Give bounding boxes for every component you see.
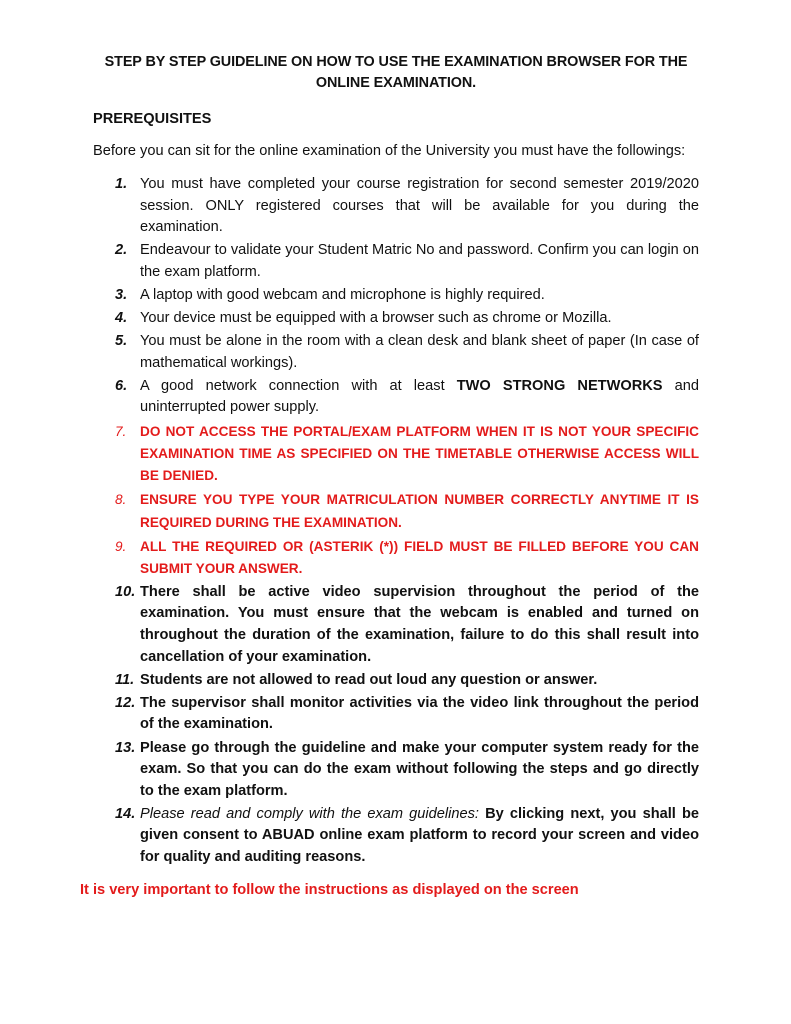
list-item	[93, 804, 699, 869]
item-text-emphasis: TWO STRONG NETWORKS	[456, 377, 663, 394]
item-number: 6.	[115, 377, 128, 394]
item-text-italic: Please read and comply with the exam guidelines:	[140, 805, 479, 822]
item-number: 3.	[115, 286, 128, 303]
item-text: The supervisor shall monitor activities via the video link throughout the period of the examination.	[140, 694, 699, 733]
list-item	[93, 240, 699, 283]
list-item	[93, 670, 699, 692]
item-text: and uninterrupted power supply.	[140, 377, 699, 416]
item-number: 10.	[115, 583, 136, 600]
list-item-warning	[93, 536, 699, 581]
item-number: 9.	[115, 538, 127, 554]
footer-warning-note: It is very important to follow the instructions as displayed on the screen	[80, 881, 579, 898]
item-number: 11.	[115, 671, 135, 688]
list-item-warning	[93, 421, 699, 488]
item-number: 4.	[115, 310, 128, 327]
item-text: Students are not allowed to read out loud any question or answer.	[140, 671, 598, 688]
list-item	[93, 285, 699, 307]
list-item	[93, 376, 699, 419]
list-item	[93, 308, 699, 330]
intro-paragraph: Before you can sit for the online examination of the University you must have the followings:	[93, 143, 686, 159]
item-text: A laptop with good webcam and microphone is highly required.	[140, 286, 545, 303]
item-text: Your device must be equipped with a browser such as chrome or Mozilla.	[140, 310, 612, 327]
list-item	[93, 174, 699, 239]
document-page	[80, 52, 699, 900]
item-text: Endeavour to validate your Student Matric No and password. Confirm you can login on the exam platform.	[140, 242, 699, 280]
document-title: STEP BY STEP GUIDELINE ON HOW TO USE THE EXAMINATION BROWSER FOR THE ONLINE EXAMINATION.	[104, 54, 688, 91]
item-text: There shall be active video supervision throughout the period of the examination. You must ensure that the webcam is enabled and turned on throughout the duration of the examination, failure to do this shall result into cancellation of your examination.	[140, 583, 699, 665]
item-text: DO NOT ACCESS THE PORTAL/EXAM PLATFORM WHEN IT IS NOT YOUR SPECIFIC EXAMINATION TIME AS SPECIFIED ON THE TIMETABLE OTHERWISE ACCESS WILL BE DENIED.	[140, 423, 699, 484]
item-number: 14.	[115, 805, 136, 822]
item-text: You must be alone in the room with a clean desk and blank sheet of paper (In case of mathematical workings).	[140, 333, 699, 371]
item-number: 2.	[115, 242, 128, 259]
item-number: 1.	[115, 176, 128, 192]
prerequisites-list	[93, 174, 699, 869]
item-number: 8.	[115, 492, 127, 508]
item-text: Please go through the guideline and make your computer system ready for the exam. So that you can do the exam without following the steps and go directly to the exam platform.	[140, 739, 699, 799]
item-number: 7.	[115, 423, 127, 439]
list-item	[93, 693, 699, 736]
list-item-warning	[93, 489, 699, 534]
list-item	[93, 738, 699, 803]
item-text: By clicking next, you shall be given consent to ABUAD online exam platform to record your screen and video for quality and auditing reasons.	[140, 805, 699, 865]
list-item	[93, 331, 699, 374]
item-text: You must have completed your course registration for second semester 2019/2020 session. ONLY registered courses that will be available for you during the examination.	[140, 176, 699, 236]
item-text: ENSURE YOU TYPE YOUR MATRICULATION NUMBER CORRECTLY ANYTIME IT IS REQUIRED DURING THE EXAMINATION.	[140, 492, 699, 530]
item-number: 12.	[115, 694, 136, 711]
item-text: A good network connection with at least	[140, 377, 457, 394]
item-number: 5.	[115, 333, 128, 350]
item-number: 13.	[115, 739, 136, 756]
item-text: ALL THE REQUIRED OR (ASTERIK (*)) FIELD MUST BE FILLED BEFORE YOU CAN SUBMIT YOUR ANSWER.	[140, 538, 699, 576]
section-heading-prerequisites: PREREQUISITES	[93, 111, 212, 127]
list-item	[93, 582, 699, 668]
